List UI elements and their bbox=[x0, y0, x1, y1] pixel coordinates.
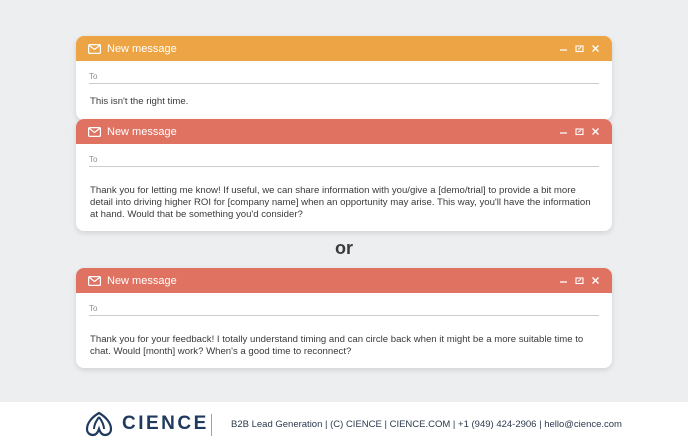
window-controls bbox=[559, 127, 600, 136]
window-controls bbox=[559, 44, 600, 53]
logo-text: CIENCE bbox=[122, 413, 209, 434]
cience-logo[interactable] bbox=[84, 411, 209, 437]
minimize-icon[interactable] bbox=[559, 276, 568, 285]
minimize-icon[interactable] bbox=[559, 127, 568, 136]
minimize-icon[interactable] bbox=[559, 44, 568, 53]
compose-title: New message bbox=[107, 42, 177, 55]
close-icon[interactable] bbox=[591, 276, 600, 285]
to-label: To bbox=[89, 72, 98, 81]
window-controls bbox=[559, 276, 600, 285]
mail-icon bbox=[88, 44, 101, 54]
compose-window-2 bbox=[76, 119, 612, 231]
or-separator: or bbox=[335, 238, 353, 258]
to-label: To bbox=[89, 304, 98, 313]
message-body[interactable]: Thank you for letting me know! If useful, we can share information with you/give a [demo/trial] to provide a bit more detail into driving higher ROI for [company name] when an opportunity may arise. This way, you'll have the information at hand. Would that be something you'd consider? bbox=[90, 185, 591, 220]
compose-header-2 bbox=[76, 119, 612, 144]
compose-title: New message bbox=[107, 125, 177, 138]
message-body[interactable]: Thank you for your feedback! I totally understand timing and can circle back when it might be a more suitable time to chat. Would [month] work? When's a good time to reconnect? bbox=[90, 334, 584, 357]
to-field[interactable] bbox=[89, 67, 599, 84]
footer-divider bbox=[211, 414, 212, 436]
cience-logo-icon bbox=[84, 411, 114, 437]
expand-icon[interactable] bbox=[575, 44, 584, 53]
expand-icon[interactable] bbox=[575, 276, 584, 285]
close-icon[interactable] bbox=[591, 44, 600, 53]
to-field[interactable] bbox=[89, 150, 599, 167]
compose-title: New message bbox=[107, 274, 177, 287]
mail-icon bbox=[88, 127, 101, 137]
close-icon[interactable] bbox=[591, 127, 600, 136]
compose-header-3 bbox=[76, 268, 612, 293]
footer bbox=[0, 402, 688, 446]
message-body[interactable]: This isn't the right time. bbox=[90, 96, 189, 107]
to-field[interactable] bbox=[89, 299, 599, 316]
compose-header-1 bbox=[76, 36, 612, 61]
compose-window-3 bbox=[76, 268, 612, 368]
footer-info: B2B Lead Generation | (C) CIENCE | CIENCE.COM | +1 (949) 424-2906 | hello@cience.com bbox=[231, 419, 622, 430]
compose-window-1 bbox=[76, 36, 612, 120]
expand-icon[interactable] bbox=[575, 127, 584, 136]
to-label: To bbox=[89, 155, 98, 164]
mail-icon bbox=[88, 276, 101, 286]
